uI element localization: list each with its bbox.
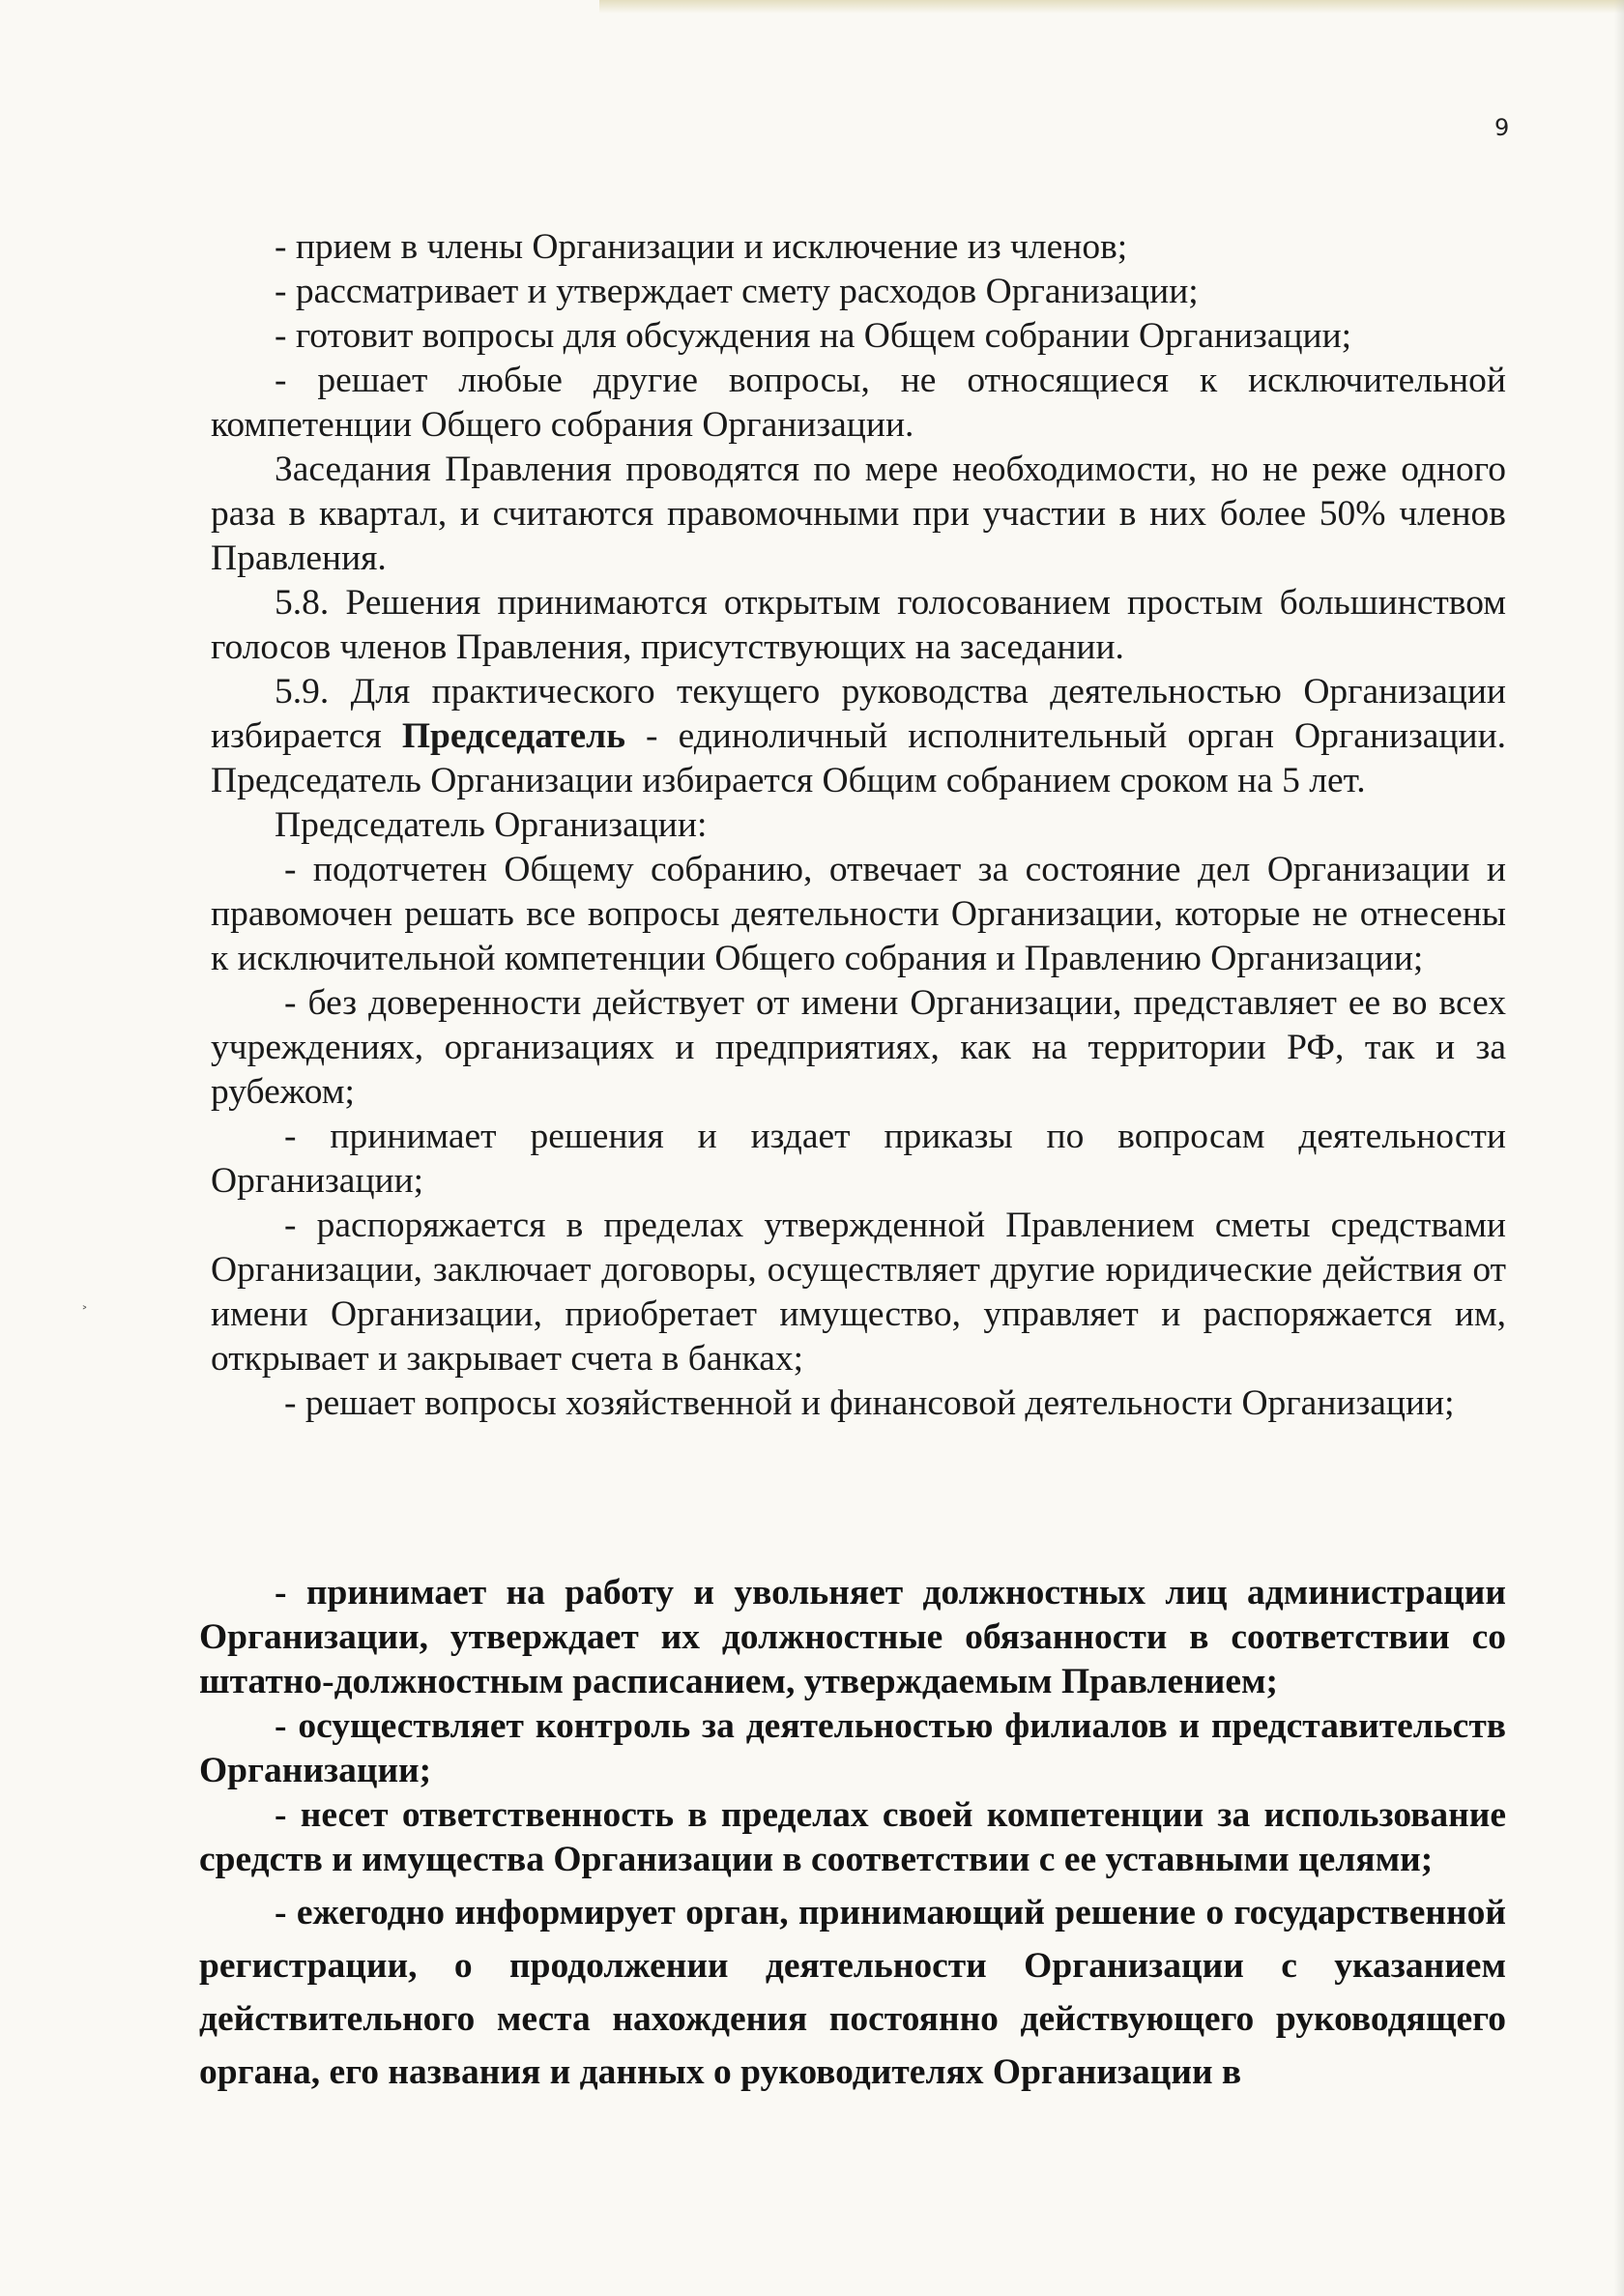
list-item-representation: - без доверенности действует от имени Организации, представляет ее во всех учреждениях, организациях и предприятиях, как на территории РФ, так и за рубежом; [211,983,1506,1112]
list-item-staff: - принимает на работу и увольняет должностных лиц администрации Организации, утверждает их должностные обязанности в соответствии со штатно-должностным расписанием, утверждаемым Правлением; [199,1573,1506,1701]
list-item-branches: - осуществляет контроль за деятельностью филиалов и представительств Организации; [199,1706,1506,1790]
paragraph-chairman-heading: Председатель Организации: [275,805,708,845]
paragraph-5-9 [211,670,1506,803]
document-body-lower [199,1571,1506,2099]
list-item-economic: - решает вопросы хозяйственной и финансовой деятельности Организации; [284,1383,1455,1423]
list-item-agenda: - готовит вопросы для обсуждения на Общем собрании Организации; [275,316,1352,356]
list-item-admission: - прием в члены Организации и исключение из членов; [275,227,1128,267]
list-item-responsibility: - несет ответственность в пределах своей компетенции за использование средств и имущества Организации в соответствии с ее уставными целями; [199,1795,1506,1879]
paragraph-5-8: 5.8. Решения принимаются открытым голосованием простым большинством голосов членов Правления, присутствующих на заседании. [211,583,1506,667]
scan-right-edge [1614,0,1624,2296]
scan-speck: ˃ [81,1305,88,1321]
page-number: 9 [1494,114,1510,141]
list-item-other-questions: - решает любые другие вопросы, не относящиеся к исключительной компетенции Общего собрания Организации. [211,361,1506,445]
paragraph-5-9-end: - единоличный исполнительный орган Организации. Председатель Организации избирается Общим собранием сроком на 5 лет. [211,716,1507,800]
list-item-budget: - рассматривает и утверждает смету расходов Организации; [275,272,1199,311]
list-item-funds: - распоряжается в пределах утвержденной Правлением сметы средствами Организации, заключает договоры, осуществляет другие юридические действия от имени Организации, приобретает имущество, управляет и распоряжается им, открывает и закрывает счета в банках; [211,1206,1506,1379]
list-item-annual-report: - ежегодно информирует орган, принимающий решение о государственной регистрации, о продолжении деятельности Организации с указанием действительного места нахождения постоянно действующего руководящего органа, его названия и данных о руководителях Организации в [199,1893,1506,2092]
chairman-term: Председатель [401,716,625,756]
scan-edge-shadow [599,0,1624,14]
list-item-accountable: - подотчетен Общему собранию, отвечает за состояние дел Организации и правомочен решать все вопросы деятельности Организации, которые не отнесены к исключительной компетенции Общего собрания и Правлению Организации; [211,850,1506,978]
document-body-upper [211,225,1506,1426]
paragraph-5-9-start: 5.9. Для практического текущего руководства деятельностью Организации избирается [211,672,1506,756]
list-item-orders: - принимает решения и издает приказы по вопросам деятельности Организации; [211,1117,1506,1201]
paragraph-board-meetings: Заседания Правления проводятся по мере необходимости, но не реже одного раза в квартал, и считаются правомочными при участии в них более 50% членов Правления. [211,450,1506,578]
